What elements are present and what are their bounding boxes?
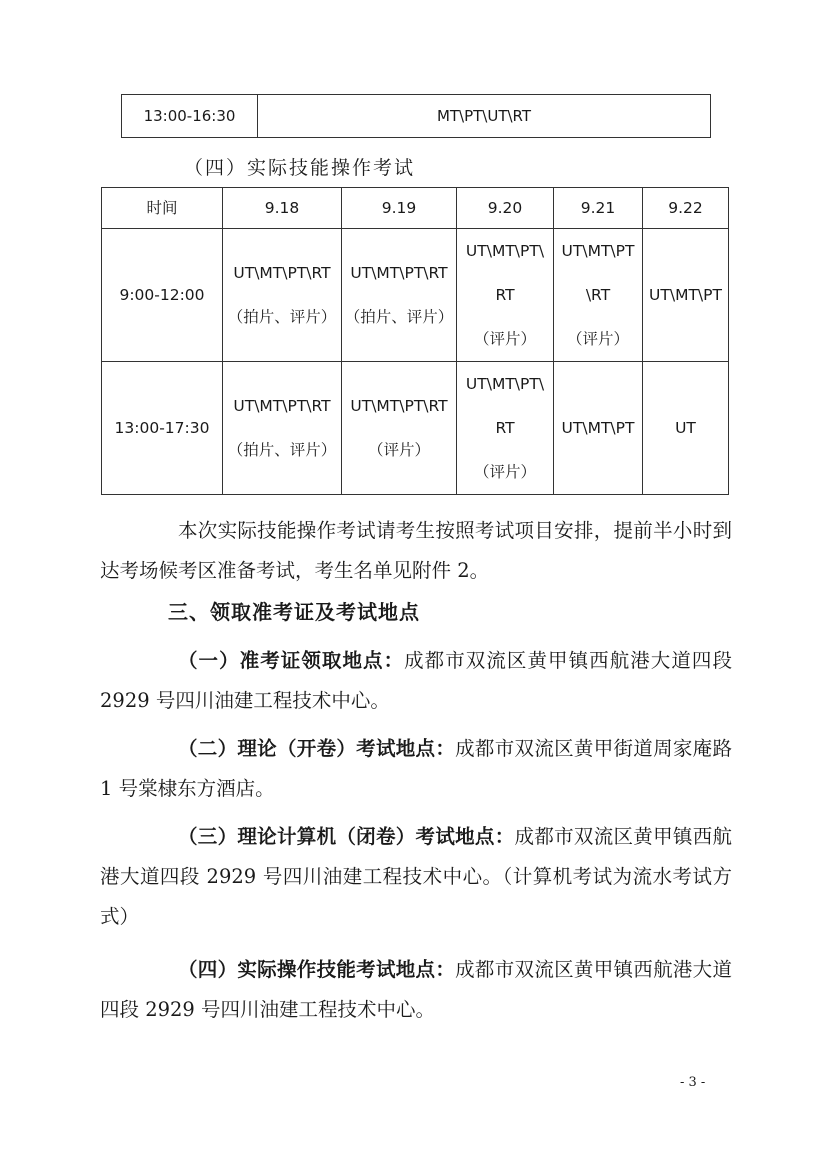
item-text: 成都市双流区黄甲镇西航港大道四段 2929 号四川油建工程技术中心。 xyxy=(100,958,732,1021)
time-cell: 9:00-12:00 xyxy=(102,229,223,362)
cell-line: （评片） xyxy=(473,462,536,481)
time-cell: 13:00-17:30 xyxy=(102,362,223,495)
subject-cell xyxy=(457,362,554,495)
cell-line: UT\MT\PT\RT xyxy=(233,396,331,415)
item-text: 成都市双流区黄甲镇西航港大道四段 2929 号四川油建工程技术中心。（计算机考试为流水考试方式） xyxy=(100,825,732,928)
cell-line: （拍片、评片） xyxy=(227,307,337,326)
subject-cell xyxy=(223,362,342,495)
item-text: 成都市双流区黄甲街道周家庵路 1 号棠棣东方酒店。 xyxy=(100,737,732,800)
header-date: 9.18 xyxy=(223,188,342,229)
cell-line: （评片） xyxy=(473,329,536,348)
cell-line: UT\MT\PT\ xyxy=(465,374,545,393)
table-row xyxy=(122,95,711,138)
item-label: （一）准考证领取地点： xyxy=(178,649,405,672)
header-date: 9.21 xyxy=(554,188,643,229)
subject-cell xyxy=(643,229,729,362)
subject-cell xyxy=(342,229,457,362)
practical-exam-table xyxy=(101,187,729,495)
item-practical-location xyxy=(100,950,732,1030)
subject-cell xyxy=(643,362,729,495)
cell-line: UT\MT\PT\RT xyxy=(350,396,448,415)
cell-line: UT\MT\PT xyxy=(561,241,635,260)
subject-cell xyxy=(457,229,554,362)
cell-line: RT xyxy=(495,418,515,437)
subject-cell xyxy=(223,229,342,362)
cell-line: RT xyxy=(495,285,515,304)
subject-cell xyxy=(554,229,643,362)
header-date: 9.20 xyxy=(457,188,554,229)
notice-paragraph: 本次实际技能操作考试请考生按照考试项目安排，提前半小时到达考场候考区准备考试，考生名单见附件 2。 xyxy=(100,519,732,582)
item-theory-open-location xyxy=(100,729,732,809)
cell-line: UT\MT\PT xyxy=(561,418,635,437)
table-header-row xyxy=(102,188,729,229)
cell-line: UT\MT\PT\RT xyxy=(350,263,448,282)
item-label: （三）理论计算机（闭卷）考试地点： xyxy=(178,825,515,848)
cell-line: （评片） xyxy=(367,440,430,459)
header-date: 9.19 xyxy=(342,188,457,229)
cell-line: UT xyxy=(675,418,696,437)
cell-line: UT\MT\PT\ xyxy=(465,241,545,260)
cell-line: UT\MT\PT xyxy=(649,285,722,304)
item-theory-computer-location xyxy=(100,817,732,937)
item-label: （二）理论（开卷）考试地点： xyxy=(178,737,456,760)
subject-cell xyxy=(554,362,643,495)
cell-line: UT\MT\PT\RT xyxy=(233,263,331,282)
page-number: - 3 - xyxy=(680,1075,706,1090)
cell-line: （拍片、评片） xyxy=(227,440,337,459)
cell-line: （拍片、评片） xyxy=(344,307,454,326)
subject-cell xyxy=(342,362,457,495)
section-title-admission: 三、领取准考证及考试地点 xyxy=(168,600,420,624)
top-schedule-table xyxy=(121,94,711,138)
table-row-morning xyxy=(102,229,729,362)
section-heading-practical-exam: （四）实际技能操作考试 xyxy=(184,157,416,179)
header-time: 时间 xyxy=(102,188,223,229)
cell-line: （评片） xyxy=(566,329,629,348)
item-label: （四）实际操作技能考试地点： xyxy=(178,958,456,981)
subjects-cell: MT\PT\UT\RT xyxy=(258,95,711,138)
item-text: 成都市双流区黄甲镇西航港大道四段 2929 号四川油建工程技术中心。 xyxy=(100,649,732,712)
header-date: 9.22 xyxy=(643,188,729,229)
cell-line: \RT xyxy=(585,285,611,304)
time-cell: 13:00-16:30 xyxy=(122,95,258,138)
table-row-afternoon xyxy=(102,362,729,495)
item-admission-ticket-location xyxy=(100,641,732,721)
